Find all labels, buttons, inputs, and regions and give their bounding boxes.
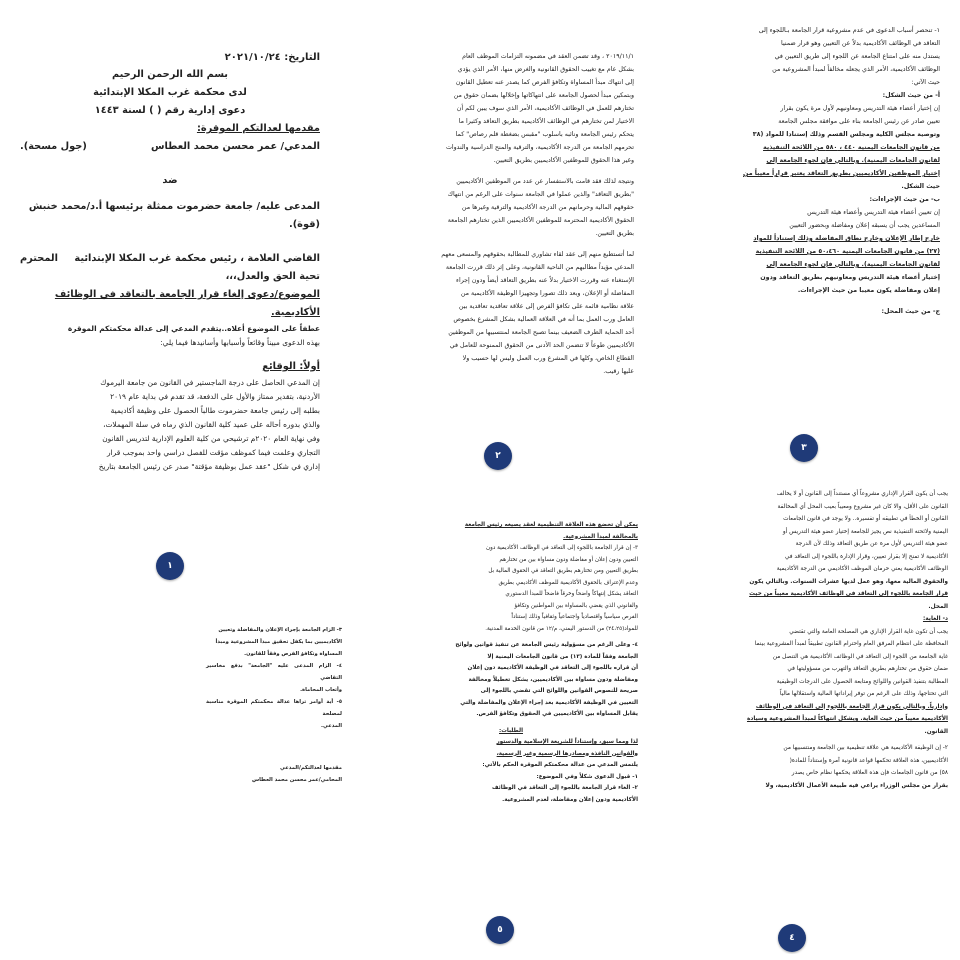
body-line: التعاقد في الوظائف الأكاديمية بدلاً عن التعيين وهو قرار ضمنيا [781,40,940,47]
facts-line: إن المدعي الحاصل على درجة الماجستير في القانون من جامعة اليرموك [100,378,320,387]
body-line: التي تحتاجها، وذلك على الرغم من توفر إيراداتها المالية واستقلالها مالياً [779,691,948,697]
page-number-badge: ٥ [486,916,514,944]
plaintiff: المدعي/ عمر محسن محمد العطاس [150,141,320,152]
body-line: إختيار أعضاء هيئة التدريس ومعاونيهم بطريق التعاقد ودون [760,274,940,281]
request-line: ١- قبول الدعوى شكلاً وفي الموضوع: [536,773,638,780]
page-6 [200,624,348,824]
case-number: دعوى إدارية رقم ( ) لسنة ١٤٤٣ [94,105,246,116]
body-line: المحل. [928,603,948,610]
section-b-title: ب- من حيث الإجراءات: [869,196,940,203]
body-line: الأكاديميين، هذه العلاقة تحكمها قواعد قانونية آمرة وإستناداً للمادة( [789,757,948,764]
page-3 [662,14,954,474]
page-5 [378,520,644,950]
body-line: المفاضلة أو الإعلان، وبعد ذلك تصورا وتجهيزا الوظيفة الأكاديمية من [460,290,634,297]
against-label: ضد [162,175,178,186]
request-line: وأتعاب المحاماة. [300,687,342,693]
facts-line: الأردنية، بتقدير ممتاز والأول على الدفعة، قد تقدم في بداية عام ٢٠١٩ [110,392,320,401]
body-line: المدعي مؤيداً مطالبهم من الناحية القانونية، وعلى إثر ذلك قررت الجامعة [445,264,634,271]
body-line: التعاقد يشكل إنتهاكاً واضحاً وخرقاً فاضحاً للمبدأ الدستوري [505,591,638,597]
body-line: يقابل المساواة بين الأكاديميين في الحقوق وتكافؤ الفرص. [476,711,638,717]
body-line: إن إختيار أعضاء هيئة التدريس ومعاونيهم لأول مرة يكون بقرار [780,105,940,112]
page-number-badge: ٣ [790,434,818,462]
body-line: ٥٨) من قانون الجامعات فإن هذه العلاقة يحكمها نظام خاص يصدر [791,770,948,776]
request-line: ٣- الزام الجامعة بإجراء الإعلان والمفاضلة وتعيين [218,627,342,633]
respected-label: المحترم [20,253,58,264]
request-line: والقوانين النافذة ومصادرها الرسمية وغير الرسمية، [496,750,638,757]
body-line: يجب أن تكون غاية القرار الإداري هي المصلحة العامة والتي تقتضي [789,628,948,635]
signature-label: مقدمها لعدالتكم/المدعي [279,765,342,771]
request-line: الأكاديميين بما يكفل تحقيق مبدأ المشروعية ومبدأ [215,639,342,645]
section-c-title: ج- من حيث المحل: [881,308,940,315]
body-line: القانون. [924,728,948,735]
facts-line: وفي نهاية العام ٢٠٢٠م ترشيحي من كلية العلوم الإدارية لتدريس القانون [102,434,320,443]
body-line: اليمنية ولائحته التنفيذية نص يجيز للجامعة إختيار عضو هيئة التدريس أو [782,528,948,535]
body-line: إعلان ومفاضلة يكون معيبا من حيث الإجراءات. [797,287,940,294]
page-1 [6,40,334,600]
body-line: ٢٠١٩/١١/١ ، وقد تضمن العقد في مضمونه التزامات الموظف العام [462,53,634,60]
body-line: ضمان حقوق من تختارهم بطريق التعاقد والتهرب من مسؤوليتها في [787,666,948,672]
body-line: صريحة للنصوص القوانين واللوائح التي تقضي باللجوء إلى [480,688,638,694]
body-line: لما أتستطيع منهم إلى عقد لقاء تشاوري للمطالبة بحقوقهم والمسعى معهم [441,251,634,258]
body-line: الأكاديمية لا تمنح إلا بقرار تعيين، وقرار الإدارة باللجوء إلى التعاقد في [784,553,948,560]
body-line: يجب أن يكون القرار الإداري مشروعاً أي مستنداً إلى القانون أو لا يخالف [776,491,948,497]
body-line: الأكاديمية معيباً من حيث الغاية. ويشكل انتهاكاً لمبدأ المشروعية وسيادة [746,716,948,722]
body-line: إلى انتهاك مبدأ المساواة وتكافؤ الفرص كما يصدر عنه تعطيل القانون [455,79,634,86]
body-line: المحافظة على انتظام المرفق العام واحترام القانون تطبيقاً لمبدأ المشروعية بينما [754,641,948,647]
plaintiff-row [20,138,320,156]
request-line: يلتمس المدعي من عدالة محكمتكم الموقرة الحكم بالآتي: [482,762,638,768]
body-line: (٢٧) من قانون الجامعات اليمنية ٥٠،٤٦٠ من اللائحة التنفيذية [755,248,940,255]
body-line: تحرمهم الجامعة من الدرجة الأكاديمية، والترقية والمنح الدراسية والندوات [445,144,634,151]
body-line: ونتيجة لذلك فقد قامت بالاستفسار عن عدد من الموظفين الأكاديميين [456,178,634,185]
body-line: وتوصية مجلس الكلية ومجلس القسم وذلك إستنادا للمواد (٣٨ [752,131,940,138]
body-line: القانون على الأقل، والا كان غير مشروع ومعيباً بعيب المحل أي المخالفة [777,503,948,510]
submitted-to: مقدمها لعدالتكم الموقرة: [196,123,320,134]
body-line: بشكل عام مع تغييب الحقوق القانونية والغرض منها، الأمر الذي يؤدي [457,66,634,73]
body-line: وعدم الإعتراف بالحقوق الأكاديمية للموظف الأكاديمي بطريق [498,579,638,586]
defendant: المدعى عليه/ جامعة حضرموت ممثلة برئيسها أ.د/محمد خنبش (قوة). [28,201,320,230]
greeting: تحية الحق والعدل،،، [225,271,320,282]
body-line: بقرار من مجلس الوزراء يراعي فيه طبيعة الأعمال الأكاديمية، ولا [765,782,948,789]
body-line: ٢- إن الوظيفة الأكاديمية هي علاقة تنظيمية بين الجامعة ومنتسبيها من [783,745,948,751]
body-line: ومفاضلة ودون مساواة بين الأكاديميين، يشكل تعطيلاً ومخالفة [468,676,638,683]
body-line: ١- تنحصر أسباب الدعوى في عدم مشروعية قرار الجامعة بـاللجوء إلى [758,27,940,34]
request-line: ٥- أية أوامر تراها عدالة محكمتكم الموقرة مناسبة لمصلحة [206,699,342,717]
body-line: حيث الآتي: [911,79,940,86]
request-line: الأكاديمية ودون إعلان ومفاضلة، لعدم المشروعية. [502,796,638,803]
body-line: المساعدين يجب أن يسبقه إعلان ومفاضلة وبحضور التعيين [789,222,940,229]
facts-paragraph [20,376,320,474]
basmala: بسم الله الرحمن الرحيم [112,69,228,80]
facts-line: إداري في شكل "عقد عمل بوظيفة مؤقتة" صدر عن رئيس الجامعة بتاريخ [98,462,320,471]
page-number-badge: ١ [156,552,184,580]
body-line: وإدارياً. وبالتالي يكون قرار الجامعة باللجوء إلى التعاقد في الوظائف [755,703,948,710]
body-line: علاقة نظامية قائمة على تكافؤ الفرص إلى علاقة تعاقدية تعاقدية بين [458,303,634,310]
section-d-title: د- الغاية: [922,616,948,622]
body-line: الاختيار لمن تختارهم في الوظائف الأكاديمية بطريق التعاقد وكثيرا ما [458,118,634,125]
judge-row [20,250,320,268]
body-line: حيث الشكل. [901,183,940,190]
body-line: يستدل منه على امتناع الجامعة عن اللجوء إلى طريق التعيين في [774,53,940,60]
body-line: أن قراره باللجوء إلى التعاقد في الوظيفة الأكاديمية دون إعلان [467,665,638,671]
facts-line: بطلبه إلى رئيس جامعة حضرموت طالباً الحصول على وظيفة أكاديمية [110,406,320,415]
body-line: الجامعة وفقاً للمادة (١٣) من قانون الجامعات اليمنية إلا [487,653,638,660]
intro-line-2: بهذه الدعوى مبيناً وقائعاً وأسبابها وأسانيدها فيما يلي: [160,338,320,347]
request-line: ٤- الزام المدعى عليه "الجامعة" بدفع مخاسير التقاضي [206,663,342,681]
body-line: القانون أو الخطأ في تطبيقه أو تفسيره.. ولا يوجد في قانون الجامعات [783,516,948,522]
page-4 [662,488,954,954]
body-line: المطالبة بتنفيذ القوانين واللوائح ومتابعة الحصول على الدرجات الوظيفية [776,678,948,685]
body-line: الإستغناء عنه وقررت الاختيار بدلاً عنه بطريق التعاقد أيضاً ودون إجراء [455,277,634,284]
body-line: الوظائف الأكاديمية يعني حرمان الموظف الأكاديمي من الدرجة الأكاديمية [776,566,948,572]
lead-line: بالمخالفة لمبدأ المشروعية. [563,533,638,540]
document-date: التاريخ: ٢٠٢١/١٠/٢٤ [224,52,320,63]
body-line: غاية الجامعة من اللجوء إلى التعاقد في الوظائف الأكاديمية هي التنصل من [772,653,948,660]
intro-line-1: عطفاً على الموضوع أعلاه..يتقدم المدعي إلى عدالة محكمتكم الموقرة [67,324,320,333]
body-line: التعيين في الوظيفة الأكاديمية بعد إجراء الإعلان والمفاضلة والتي [460,699,638,706]
body-line: بطريق التعيين ومن تختارهم بطريق التعاقد في الحقوق المالية بل [488,568,638,574]
requests-title: الطلبات: [499,727,523,734]
court-name: لدى محكمة غرب المكلا الإبتدائية [93,87,247,98]
plaintiff-note: (جول مسحة). [20,141,87,152]
body-line: عليها رقيب. [603,368,634,375]
body-line: الحقوق الأكاديمية المحترمة للموظفين الأكاديميين الذين تختارهم الجامعة [447,217,634,224]
body-line: تختارهم للعمل في الوظائف الأكاديمية، الأمر الذي سوف يبين لكم أن [456,105,634,112]
body-line: الوظائف الأكاديمية، الأمر الذي يجعله مخالفاً لمبدأ المشروعية من [772,66,940,73]
body-line: الفرص سياسياً واقتصادياً واجتماعياً وثقافياً وذلك إستناداً [511,614,638,620]
request-line: ٢- الغاء قرار الجامعة باللجوء إلى التعاقد في الوظائف [492,785,638,791]
body-line: ٣- إن قرار الجامعة باللجوء إلى التعاقد في الوظائف الأكاديمية دون [486,545,638,551]
body-line: يتحكم رئيس الجامعة ونائبه باسلوب "مقبس بضغطة قلم رصاص" كما [455,131,634,138]
body-line: "بطريق التعاقد" والذين عملوا في الجامعة سنوات على الرغم من انتهاك [447,191,634,198]
page-2 [364,40,648,480]
signature-name: المحامي/عمر محسن محمد العطاس [251,777,342,783]
body-line: العامل ورب العمل بما أنه في العلاقة العمالية بشكل المشرع بخصوص [453,316,634,323]
body-line: أحد الحماية الطرف الضعيف بينما تصبح الجامعة لمنتسبيها من الموظفين [448,329,634,336]
body-line: الأكاديميين طوعاً لا تتضمن الحد الأدنى من الحقوق الممنوحة للعامل في [449,342,634,349]
body-line: وبتمكين مبدأ لحصول الجامعة على انتهاكاتها وإخلالها بضمان حقوق من [453,92,634,99]
body-line: عضو هيئة التدريس لأول مرة عن طريق التعاقد وذلك لأن الدرجة [795,541,948,547]
body-line: والقانوني الذي يقضي بالمساواة بين المواطنين وتكافؤ [514,602,638,609]
body-line: للمواد(٢٤،٢٥) من الدستور اليمني، م/١٢ من قانون الخدمة المدنية. [485,625,638,632]
body-line: القطاع الخاص، وكلها في المشرع ورب العمل وليس لها حسيب ولا [462,355,634,362]
body-line: والحقوق المالية معها، وهو عمل لديها عشرات السنوات. وبالتالي يكون [749,578,948,585]
facts-line: التجاري وعلمت فيما كموظف مؤقت للفصل دراسي واحد بموجب قرار [107,448,320,457]
body-line: بطريق التعيين. [595,230,634,237]
page-number-badge: ٤ [778,924,806,952]
body-line: لقانون الجامعات اليمنية). وبالتالي فإن لجوء الجامعة إلى [766,157,940,164]
body-line: إختيار الموظفين الأكاديميين بطريق التعاقد يعتبر قراراً معيباً من [743,170,940,177]
body-line: حقوقهم المالية وحرمانهم من الدرجة الأكاديمية والترقية وغيرها من [461,204,634,211]
page-number-badge: ٢ [484,442,512,470]
judge-title: القاضي العلامة ، رئيس محكمة غرب المكلا الإبتدائية [74,253,320,264]
facts-title: أولاً: الوقائع [262,361,320,372]
lead-line: يمكن أن تخضع هذه العلاقة التنظيمية لعقد يصيغه رئيس الجامعة [464,522,638,528]
body-line: ٤- وعلى الرغم من مسؤولية رئيس الجامعة عن تنفيذ قوانين ولوائح [455,642,638,648]
body-line: لقانون الجامعات اليمنية). وبالتالي فإن لجوء الجامعة إلى [766,261,940,268]
request-line: المدعي. [321,723,342,729]
facts-line: والذي بدوره أحاله على عميد كلية القانون الذي رماه في سلة المهملات، [103,420,320,429]
body-line: التعيين ودون إعلان أو مفاضلة ودون مساواة بين من تختارهم [499,556,638,563]
body-line: وغير هذا الحقوق للموظفين الأكاديميين بطريق التعيين. [493,157,634,164]
body-line: قرار الجامعة باللجوء إلى التعاقد في الوظائف الأكاديمية معيباً من حيث [749,591,948,597]
request-line: المساواة وتكافؤ الفرص وفقاً للقانون. [244,651,342,657]
request-line: لذا ومما سبق، وإستناداً للشريعة الإسلامية والدستور [496,739,638,745]
body-line: من قانون الجامعات اليمنية ٤٤٠ ، ٥٨٠ من اللائحة التنفيذية [763,144,940,151]
subject-line: الموضوع/دعوى إلغاء قرار الجامعة بالتعاقد في الوظائف الأكاديمية. [54,289,320,318]
body-line: تعيين صادر عن رئيس الجامعة بناء على موافقة مجلس الجامعة [778,118,940,125]
body-line: خارج إطار الإعلان وخارج نطاق المفاضلة وذلك إستناداً للمواد [753,235,940,242]
section-a-title: أ- من حيث الشكل: [882,92,940,99]
body-line: إن تعيين أعضاء هيئة التدريس وأعضاء هيئة التدريس [807,209,940,216]
